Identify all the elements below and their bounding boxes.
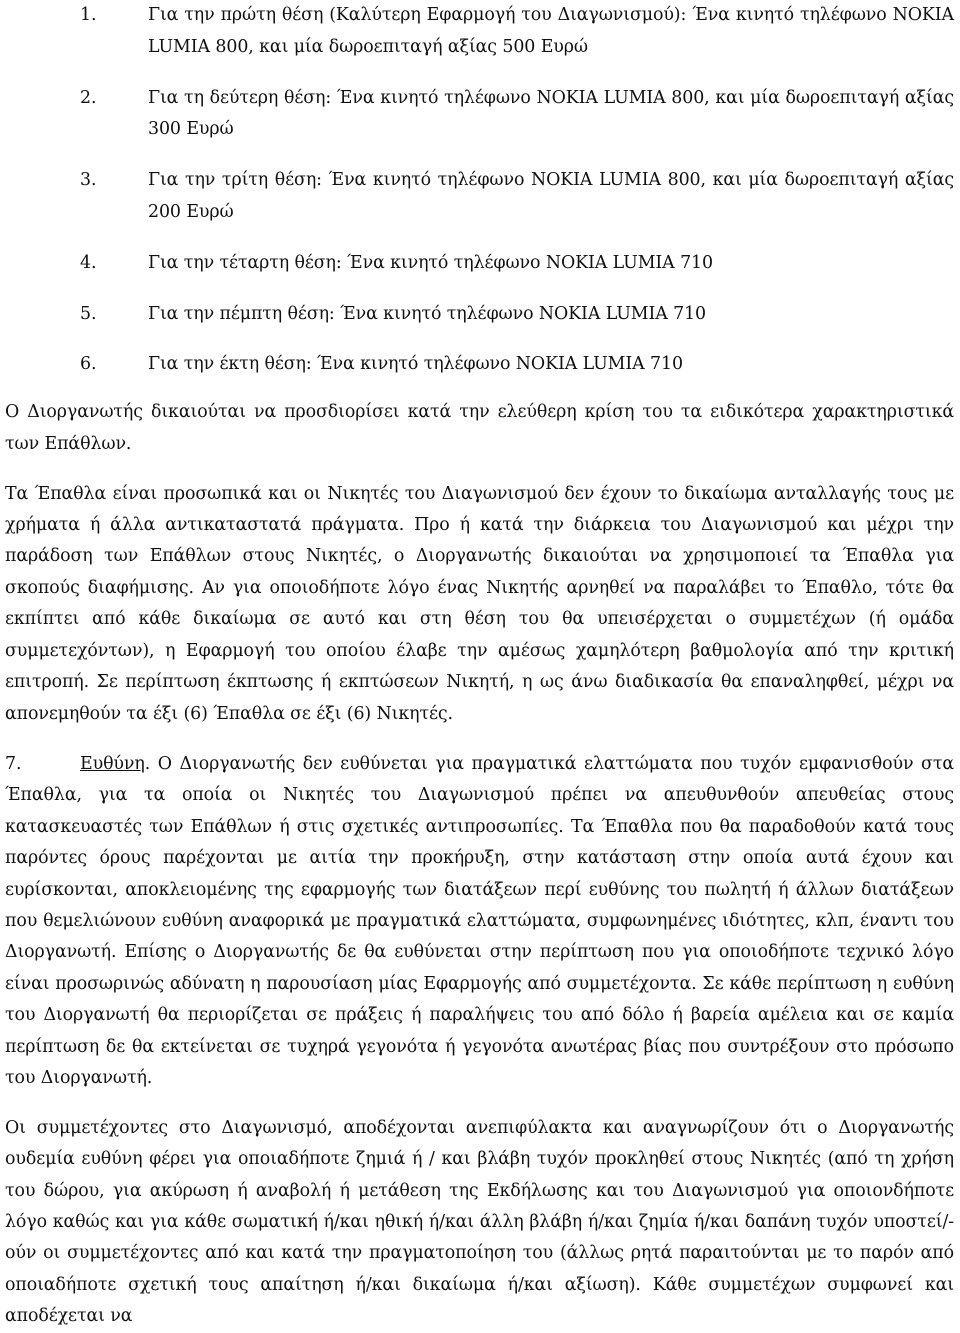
list-item-number: 3. — [80, 170, 97, 191]
list-item-number: 1. — [80, 5, 97, 25]
paragraph-prizes-personal: Τα Έπαθλα είναι προσωπικά και οι Νικητές του Διαγωνισμού δεν έχουν το δικαίωμα ανταλλαγής τους με χρήματα ή άλλα αντικαταστατά πράγματα. Προ ή κατά την διάρκεια του Διαγωνισμού και μέχρι την παράδοση των Επάθλων στους Νικητές, ο Διοργανωτής δικαιούται να χρησιμοποιεί τα Έπαθλα για σκοπούς διαφήμισης. Αν για οποιοδήποτε λόγο ένας Νικητής αρνηθεί να παραλάβει το Έπαθλο, τότε θα εκπίπτει από κάθε δικαίωμα σε αυτό και στη θέση του θα υπεισέρχεται ο συμμετέχων (ή ομάδα συμμετεχόντων), η Εφαρμογή του οποίου έλαβε την αμέσως χαμηλότερη βαθμολογία από την κριτική επιτροπή. Σε περίπτωση έκπτωσης ή εκπτώσεων Νικητή, η ως άνω διαδικασία θα επαναληφθεί, μέχρι να απονεμηθούν τα έξι (6) Έπαθλα σε έξι (6) Νικητές. — [5, 483, 954, 724]
section-text: Ο Διοργανωτής δεν ευθύνεται για πραγματικά ελαττώματα που τυχόν εμφανισθούν στα Έπαθλα, για τα οποία οι Νικητές του Διαγωνισμού πρέπει να απευθυνθούν απευθείας στους κατασκευαστές των Επάθλων ή στις σχετικές αντιπροσωπίες. Τα Έπαθλα που θα παραδοθούν κατά τους παρόντες όρους παρέχονται με αιτία την προκήρυξη, στην κατάσταση στην οποία αυτά έχουν και ευρίσκονται, αποκλειομένης της εφαρμογής των διατάξεων περί ευθύνης του πωλητή ή άλλων διατάξεων που θεμελιώνουν ευθύνη αναφορικά με πραγματικά ελαττώματα, συμφωνημένες ιδιότητες, κλπ, έναντι του Διοργανωτή. Επίσης ο Διοργανωτής δε θα ευθύνεται στην περίπτωση που για οποιοδήποτε τεχνικό λόγο είναι προσωρινώς αδύνατη η παρουσίαση μίας Εφαρμογής από συμμετέχοντα. Σε κάθε περίπτωση η ευθύνη του Διοργανωτή θα περιορίζεται σε πράξεις ή παραλήψεις του από δόλο ή βαρεία αμέλεια και σε καμία περίπτωση δε θα εκτείνεται σε τυχηρά γεγονότα ή γεγονότα ανωτέρας βίας που συντρέξουν στο πρόσωπο του Διοργανωτή. — [5, 753, 954, 1088]
list-item-text: Για την έκτη θέση: Ένα κινητό τηλέφωνο NOKIA LUMIA 710 — [148, 353, 683, 374]
section-number: 7. — [5, 753, 22, 774]
list-item-text: Για την τέταρτη θέση: Ένα κινητό τηλέφωνο NOKIA LUMIA 710 — [148, 252, 713, 273]
paragraph-organizer-rights: Ο Διοργανωτής δικαιούται να προσδιορίσει κατά την ελεύθερη κρίση του τα ειδικότερα χαρακτηριστικά των Επάθλων. — [5, 402, 954, 454]
list-item-text: Για τη δεύτερη θέση: Ένα κινητό τηλέφωνο NOKIA LUMIA 800, και μία δωροεπιταγή αξίας 300 Ευρώ — [148, 87, 954, 140]
paragraph-participants: Οι συμμετέχοντες στο Διαγωνισμό, αποδέχονται ανεπιφύλακτα και αναγνωρίζουν ότι ο Διοργανωτής ουδεμία ευθύνη φέρει για οποιαδήποτε ζημιά ή / και βλάβη τυχόν προκληθεί στους Νικητές (από τη χρήση του δώρου, για ακύρωση ή αναβολή ή μετάθεση της Εκδήλωσης και του Διαγωνισμού για οποιονδήποτε λόγο καθώς και για κάθε σωματική ή/και ηθική ή/και άλλη βλάβη ή/και ζημία ή/και δαπάνη τυχόν υποστεί/-ούν οι συμμετέχοντες από και κατά την πραγματοποίηση του (άλλως ρητά παραιτούνται με το παρόν από οποιαδήποτε σχετική τους απαίτηση ή/και δικαίωμα ή/και αξίωση). Κάθε συμμετέχων συμφωνεί και αποδέχεται να — [5, 1117, 954, 1327]
list-item — [5, 349, 954, 381]
section-title-suffix: . — [144, 753, 151, 774]
list-item-text: Για την τρίτη θέση: Ένα κινητό τηλέφωνο NOKIA LUMIA 800, και μία δωροεπιταγή αξίας 200 Ευρώ — [148, 170, 954, 222]
list-item — [5, 165, 954, 228]
list-item — [5, 0, 954, 63]
list-item-number: 4. — [80, 252, 97, 273]
section-title: Ευθύνη — [80, 753, 145, 774]
list-item-text: Για την πέμπτη θέση: Ένα κινητό τηλέφωνο NOKIA LUMIA 710 — [148, 303, 707, 324]
list-item-number: 6. — [80, 353, 97, 374]
list-item-number: 2. — [80, 87, 97, 108]
list-item-text: Για την πρώτη θέση (Καλύτερη Εφαρμογή του Διαγωνισμού): Ένα κινητό τηλέφωνο NOKIA LUMIA 800, και μία δωροεπιταγή αξίας 500 Ευρώ — [148, 5, 954, 57]
prize-list — [5, 0, 954, 380]
section-liability — [5, 749, 954, 1094]
list-item — [5, 299, 954, 331]
list-item — [5, 83, 954, 146]
list-item — [5, 248, 954, 280]
list-item-number: 5. — [80, 303, 97, 324]
